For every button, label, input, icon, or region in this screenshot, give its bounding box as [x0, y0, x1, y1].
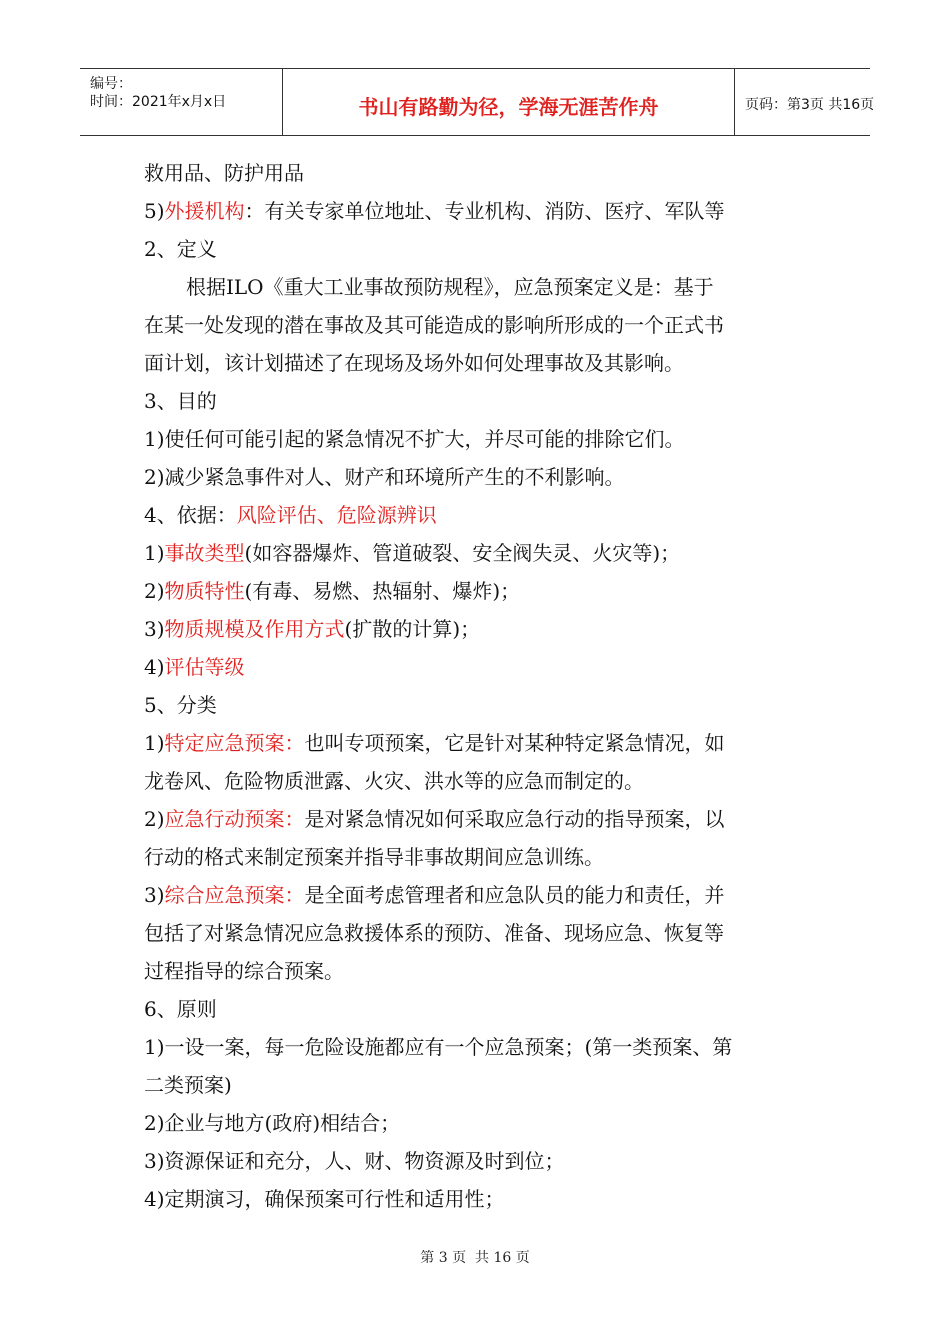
header-meta-cell: [80, 69, 282, 135]
body-line: 行动的格式来制定预案并指导非事故期间应急训练。: [144, 845, 604, 869]
body-line: 4)定期演习，确保预案可行性和适用性；: [144, 1187, 505, 1211]
line-prefix: 4、依据：: [144, 503, 237, 527]
highlighted-term: 物质特性: [164, 579, 245, 603]
highlighted-term: 应急行动预案：: [164, 807, 305, 831]
header-page-info: 页码：第3页 共16页: [745, 97, 875, 113]
highlighted-term: 事故类型: [164, 541, 245, 565]
line-prefix: 5): [144, 199, 165, 223]
line-prefix: 3): [144, 617, 165, 641]
line-text: ：有关专家单位地址、专业机构、消防、医疗、军队等: [244, 199, 725, 223]
body-line: 面计划，该计划描述了在现场及场外如何处理事故及其影响。: [144, 351, 684, 375]
line-text: 也叫专项预案，它是针对某种特定紧急情况，如: [304, 731, 725, 755]
highlighted-term: 综合应急预案：: [164, 883, 305, 907]
line-text: (有毒、易燃、热辐射、爆炸)；: [244, 579, 521, 603]
header-motto-cell: [282, 69, 734, 135]
line-prefix: 4): [144, 655, 165, 679]
body-line: [144, 192, 812, 230]
section-heading-purpose: 3、目的: [144, 389, 217, 413]
body-line: 1)一设一案，每一危险设施都应有一个应急预案；(第一类预案、第: [144, 1035, 733, 1059]
body-line: 根据ILO《重大工业事故预防规程》，应急预案定义是：基于: [186, 275, 714, 299]
document-number-label: 编号：: [90, 76, 132, 92]
highlighted-term: 评估等级: [164, 655, 245, 679]
line-prefix: 2): [144, 579, 165, 603]
body-line: [144, 610, 812, 648]
highlighted-term: 外援机构: [164, 199, 245, 223]
body-line: 在某一处发现的潜在事故及其可能造成的影响所形成的一个正式书: [144, 313, 724, 337]
highlighted-term: 特定应急预案：: [164, 731, 305, 755]
highlighted-term: 物质规模及作用方式: [164, 617, 345, 641]
section-heading-definition: 2、定义: [144, 237, 217, 261]
body-line: [144, 572, 812, 610]
body-line: [144, 648, 812, 686]
line-prefix: 1): [144, 731, 165, 755]
body-line: 3)资源保证和充分，人、财、物资源及时到位；: [144, 1149, 565, 1173]
body-line: [144, 724, 812, 762]
body-line: 2)企业与地方(政府)相结合；: [144, 1111, 401, 1135]
highlighted-term: 风险评估、危险源辨识: [236, 503, 437, 527]
line-prefix: 3): [144, 883, 165, 907]
line-prefix: 1): [144, 541, 165, 565]
body-line: 包括了对紧急情况应急救援体系的预防、准备、现场应急、恢复等: [144, 921, 724, 945]
line-prefix: 2): [144, 807, 165, 831]
page-footer: 第 3 页 共 16 页: [420, 1250, 530, 1266]
body-line: 2)减少紧急事件对人、财产和环境所产生的不利影响。: [144, 465, 625, 489]
line-text: (扩散的计算)；: [344, 617, 481, 641]
line-text: (如容器爆炸、管道破裂、安全阀失灵、火灾等)；: [244, 541, 681, 565]
body-line: [144, 534, 812, 572]
body-line: 二类预案): [144, 1073, 232, 1097]
page-header: [80, 68, 875, 136]
line-text: 是全面考虑管理者和应急队员的能力和责任，并: [304, 883, 725, 907]
body-line: 1)使任何可能引起的紧急情况不扩大，并尽可能的排除它们。: [144, 427, 685, 451]
header-page-cell: [734, 69, 875, 135]
section-heading-basis: [144, 496, 812, 534]
body-line: 龙卷风、危险物质泄露、火灾、洪水等的应急而制定的。: [144, 769, 644, 793]
body-line: [144, 876, 812, 914]
section-heading-classification: 5、分类: [144, 693, 217, 717]
header-motto: 书山有路勤为径，学海无涯苦作舟: [358, 95, 659, 119]
line-text: 是对紧急情况如何采取应急行动的指导预案，以: [304, 807, 725, 831]
document-date-label: 时间：2021年x月x日: [90, 94, 227, 110]
body-line: 救用品、防护用品: [144, 161, 304, 185]
section-heading-principles: 6、原则: [144, 997, 217, 1021]
body-line: 过程指导的综合预案。: [144, 959, 344, 983]
document-body: [144, 154, 812, 1218]
body-line: [144, 800, 812, 838]
